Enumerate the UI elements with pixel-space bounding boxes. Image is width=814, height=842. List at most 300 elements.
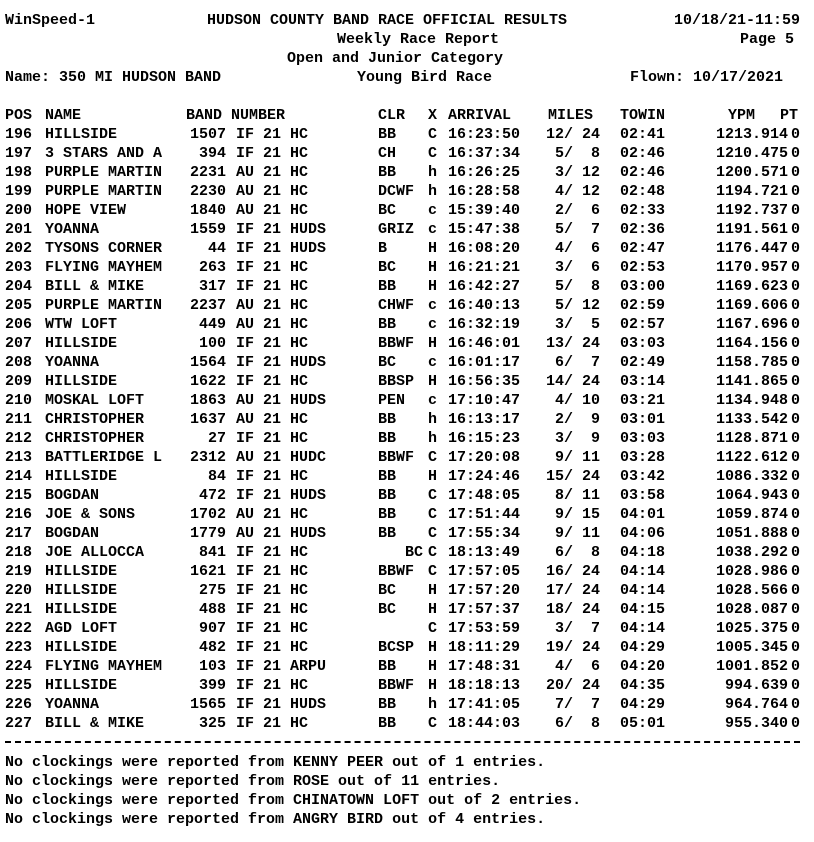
cell-pos: 218: [5, 544, 33, 561]
cell-pos: 205: [5, 297, 33, 314]
cell-x: h: [428, 183, 438, 200]
cell-miles: 19/ 24: [545, 639, 600, 656]
table-row: [0, 600, 814, 619]
cell-x: H: [428, 639, 438, 656]
cell-ypm: 955.340: [724, 715, 788, 732]
cell-x: H: [428, 677, 438, 694]
header-line-1: [0, 11, 800, 30]
cell-towin: 02:41: [620, 126, 666, 143]
cell-miles: 5/ 8: [554, 145, 600, 162]
cell-ypm: 1210.475: [715, 145, 788, 162]
page-number: Page 5: [740, 31, 795, 48]
cell-name: BILL & MIKE: [45, 715, 145, 732]
table-row: [0, 163, 814, 182]
cell-bandno: 2312: [189, 449, 226, 466]
cell-clr: BB: [378, 126, 397, 143]
cell-arrival: 18:13:49: [448, 544, 521, 561]
cell-ypm: 1051.888: [715, 525, 788, 542]
cell-miles: 5/ 12: [554, 297, 600, 314]
cell-pt: 0: [790, 240, 800, 257]
footer-note: No clockings were reported from ANGRY BIRD out of 4 entries.: [5, 811, 546, 828]
cell-pt: 0: [790, 259, 800, 276]
cell-pt: 0: [790, 620, 800, 637]
cell-clr: BBWF: [378, 677, 415, 694]
cell-clr: DCWF: [378, 183, 415, 200]
cell-name: HILLSIDE: [45, 563, 118, 580]
cell-bandno: 325: [198, 715, 226, 732]
cell-towin: 03:14: [620, 373, 666, 390]
cell-bandno: 1621: [189, 563, 226, 580]
col-towin: TOWIN: [620, 107, 666, 124]
table-row: [0, 201, 814, 220]
cell-pt: 0: [790, 696, 800, 713]
cell-bandno: 2237: [189, 297, 226, 314]
cell-ypm: 1170.957: [715, 259, 788, 276]
cell-x: H: [428, 278, 438, 295]
cell-pos: 226: [5, 696, 33, 713]
cell-towin: 04:29: [620, 639, 666, 656]
cell-towin: 04:15: [620, 601, 666, 618]
cell-towin: 04:14: [620, 620, 666, 637]
cell-towin: 03:01: [620, 411, 666, 428]
cell-bandno: 2230: [189, 183, 226, 200]
cell-bandno: 84: [207, 468, 226, 485]
table-row: [0, 543, 814, 562]
table-row: [0, 524, 814, 543]
cell-arrival: 17:24:46: [448, 468, 521, 485]
cell-band: IF 21 HC: [236, 563, 309, 580]
cell-name: JOE ALLOCCA: [45, 544, 145, 561]
cell-x: H: [428, 240, 438, 257]
cell-bandno: 317: [198, 278, 226, 295]
cell-pos: 213: [5, 449, 33, 466]
table-row: [0, 125, 814, 144]
cell-bandno: 1637: [189, 411, 226, 428]
cell-miles: 6/ 8: [554, 715, 600, 732]
col-clr: CLR: [378, 107, 406, 124]
cell-bandno: 1863: [189, 392, 226, 409]
cell-pos: 227: [5, 715, 33, 732]
cell-miles: 3/ 9: [554, 430, 600, 447]
cell-name: HILLSIDE: [45, 582, 118, 599]
cell-towin: 04:14: [620, 563, 666, 580]
cell-miles: 15/ 24: [545, 468, 600, 485]
table-row: [0, 372, 814, 391]
cell-miles: 2/ 9: [554, 411, 600, 428]
table-row: [0, 619, 814, 638]
cell-ypm: 1194.721: [715, 183, 788, 200]
cell-pos: 201: [5, 221, 33, 238]
cell-miles: 7/ 7: [554, 696, 600, 713]
cell-band: IF 21 HUDS: [236, 354, 327, 371]
cell-towin: 02:57: [620, 316, 666, 333]
cell-ypm: 1213.914: [715, 126, 788, 143]
cell-bandno: 275: [198, 582, 226, 599]
cell-x: c: [428, 392, 438, 409]
cell-arrival: 16:37:34: [448, 145, 521, 162]
cell-pt: 0: [790, 468, 800, 485]
cell-band: IF 21 HC: [236, 335, 309, 352]
cell-band: IF 21 HC: [236, 259, 309, 276]
cell-band: IF 21 HC: [236, 620, 309, 637]
cell-x: c: [428, 354, 438, 371]
cell-pt: 0: [790, 601, 800, 618]
report-type: Weekly Race Report: [337, 31, 500, 48]
cell-name: HILLSIDE: [45, 373, 118, 390]
cell-arrival: 16:46:01: [448, 335, 521, 352]
cell-clr: GRIZ: [378, 221, 415, 238]
cell-pt: 0: [790, 563, 800, 580]
cell-pos: 200: [5, 202, 33, 219]
cell-band: AU 21 HC: [236, 411, 309, 428]
cell-bandno: 488: [198, 601, 226, 618]
cell-pt: 0: [790, 544, 800, 561]
cell-pt: 0: [790, 316, 800, 333]
cell-band: IF 21 HC: [236, 601, 309, 618]
cell-ypm: 1028.566: [715, 582, 788, 599]
cell-arrival: 18:18:13: [448, 677, 521, 694]
cell-band: AU 21 HUDS: [236, 525, 327, 542]
cell-miles: 8/ 11: [554, 487, 600, 504]
table-row: [0, 144, 814, 163]
cell-pt: 0: [790, 487, 800, 504]
cell-pt: 0: [790, 430, 800, 447]
cell-bandno: 27: [207, 430, 226, 447]
cell-arrival: 17:53:59: [448, 620, 521, 637]
cell-name: AGD LOFT: [45, 620, 118, 637]
cell-towin: 02:59: [620, 297, 666, 314]
cell-x: c: [428, 202, 438, 219]
table-row: [0, 410, 814, 429]
cell-name: BATTLERIDGE L: [45, 449, 163, 466]
cell-bandno: 103: [198, 658, 226, 675]
table-row: [0, 429, 814, 448]
cell-arrival: 17:48:05: [448, 487, 521, 504]
cell-clr: BBWF: [378, 449, 415, 466]
col-miles: MILES: [548, 107, 594, 124]
cell-clr: BB: [378, 658, 397, 675]
table-row: [0, 638, 814, 657]
cell-pos: 219: [5, 563, 33, 580]
cell-x: C: [428, 145, 438, 162]
cell-name: FLYING MAYHEM: [45, 259, 163, 276]
cell-miles: 18/ 24: [545, 601, 600, 618]
table-row: [0, 258, 814, 277]
cell-towin: 03:42: [620, 468, 666, 485]
cell-towin: 02:53: [620, 259, 666, 276]
table-row: [0, 657, 814, 676]
cell-x: h: [428, 411, 438, 428]
cell-bandno: 841: [198, 544, 226, 561]
cell-band: AU 21 HUDS: [236, 392, 327, 409]
cell-pos: 217: [5, 525, 33, 542]
cell-ypm: 1176.447: [715, 240, 788, 257]
table-row: [0, 581, 814, 600]
cell-x: h: [428, 430, 438, 447]
cell-clr: BC: [378, 582, 397, 599]
cell-ypm: 1028.087: [715, 601, 788, 618]
cell-band: AU 21 HC: [236, 506, 309, 523]
cell-band: IF 21 HC: [236, 715, 309, 732]
table-row: [0, 467, 814, 486]
cell-name: YOANNA: [45, 221, 100, 238]
cell-miles: 9/ 11: [554, 449, 600, 466]
cell-ypm: 1122.612: [715, 449, 788, 466]
table-row: [0, 486, 814, 505]
cell-arrival: 16:21:21: [448, 259, 521, 276]
cell-x: C: [428, 449, 438, 466]
cell-arrival: 15:47:38: [448, 221, 521, 238]
cell-clr: BC: [378, 544, 424, 561]
col-pos: POS: [5, 107, 33, 124]
cell-name: HILLSIDE: [45, 677, 118, 694]
cell-pt: 0: [790, 354, 800, 371]
cell-clr: CHWF: [378, 297, 415, 314]
cell-pos: 199: [5, 183, 33, 200]
cell-clr: BB: [378, 487, 397, 504]
cell-ypm: 1167.696: [715, 316, 788, 333]
cell-towin: 04:14: [620, 582, 666, 599]
cell-bandno: 1622: [189, 373, 226, 390]
cell-arrival: 16:13:17: [448, 411, 521, 428]
cell-bandno: 394: [198, 145, 226, 162]
cell-miles: 3/ 6: [554, 259, 600, 276]
cell-ypm: 1005.345: [715, 639, 788, 656]
cell-arrival: 16:32:19: [448, 316, 521, 333]
header-line-2: [0, 30, 795, 49]
cell-bandno: 449: [198, 316, 226, 333]
cell-arrival: 16:23:50: [448, 126, 521, 143]
cell-x: C: [428, 525, 438, 542]
cell-bandno: 472: [198, 487, 226, 504]
cell-pt: 0: [790, 582, 800, 599]
cell-name: HOPE VIEW: [45, 202, 127, 219]
cell-band: IF 21 HC: [236, 582, 309, 599]
cell-arrival: 16:40:13: [448, 297, 521, 314]
cell-ypm: 1191.561: [715, 221, 788, 238]
cell-towin: 02:48: [620, 183, 666, 200]
cell-name: BOGDAN: [45, 487, 100, 504]
cell-arrival: 17:48:31: [448, 658, 521, 675]
cell-towin: 02:46: [620, 164, 666, 181]
cell-miles: 5/ 8: [554, 278, 600, 295]
cell-band: IF 21 ARPU: [236, 658, 327, 675]
table-row: [0, 296, 814, 315]
cell-bandno: 44: [207, 240, 226, 257]
footer-note: No clockings were reported from KENNY PEER out of 1 entries.: [5, 754, 546, 771]
cell-x: C: [428, 620, 438, 637]
cell-band: IF 21 HC: [236, 126, 309, 143]
cell-towin: 03:58: [620, 487, 666, 504]
cell-pt: 0: [790, 297, 800, 314]
print-timestamp: 10/18/21-11:59: [673, 12, 800, 29]
cell-towin: 04:20: [620, 658, 666, 675]
cell-towin: 02:36: [620, 221, 666, 238]
cell-pt: 0: [790, 658, 800, 675]
cell-ypm: 1064.943: [715, 487, 788, 504]
cell-clr: BBWF: [378, 335, 415, 352]
cell-miles: 3/ 7: [554, 620, 600, 637]
cell-ypm: 1025.375: [715, 620, 788, 637]
cell-clr: BB: [378, 278, 397, 295]
cell-miles: 5/ 7: [554, 221, 600, 238]
cell-clr: BC: [378, 202, 397, 219]
cell-ypm: 1141.865: [715, 373, 788, 390]
cell-name: PURPLE MARTIN: [45, 164, 163, 181]
col-name: NAME: [45, 107, 82, 124]
cell-miles: 3/ 5: [554, 316, 600, 333]
cell-arrival: 17:57:37: [448, 601, 521, 618]
cell-miles: 4/ 6: [554, 240, 600, 257]
cell-x: c: [428, 297, 438, 314]
cell-towin: 03:00: [620, 278, 666, 295]
cell-band: IF 21 HC: [236, 639, 309, 656]
cell-band: AU 21 HC: [236, 164, 309, 181]
cell-towin: 02:46: [620, 145, 666, 162]
table-row: [0, 562, 814, 581]
cell-ypm: 994.639: [724, 677, 788, 694]
cell-pt: 0: [790, 126, 800, 143]
cell-arrival: 16:26:25: [448, 164, 521, 181]
footer-note: No clockings were reported from ROSE out of 11 entries.: [5, 773, 501, 790]
cell-bandno: 399: [198, 677, 226, 694]
category: Open and Junior Category: [287, 50, 504, 67]
cell-miles: 16/ 24: [545, 563, 600, 580]
cell-towin: 05:01: [620, 715, 666, 732]
cell-miles: 6/ 7: [554, 354, 600, 371]
cell-pos: 223: [5, 639, 33, 656]
cell-pos: 208: [5, 354, 33, 371]
cell-clr: BBSP: [378, 373, 415, 390]
cell-name: HILLSIDE: [45, 126, 118, 143]
cell-pos: 225: [5, 677, 33, 694]
cell-band: AU 21 HC: [236, 297, 309, 314]
cell-towin: 03:03: [620, 335, 666, 352]
cell-ypm: 964.764: [724, 696, 788, 713]
cell-x: C: [428, 563, 438, 580]
footer-note: No clockings were reported from CHINATOWN LOFT out of 2 entries.: [5, 792, 582, 809]
cell-clr: BB: [378, 164, 397, 181]
cell-clr: BB: [378, 411, 397, 428]
cell-ypm: 1169.606: [715, 297, 788, 314]
cell-bandno: 1840: [189, 202, 226, 219]
cell-pt: 0: [790, 202, 800, 219]
cell-clr: CH: [378, 145, 397, 162]
cell-pos: 212: [5, 430, 33, 447]
cell-x: H: [428, 335, 438, 352]
cell-arrival: 17:57:20: [448, 582, 521, 599]
cell-miles: 17/ 24: [545, 582, 600, 599]
cell-miles: 4/ 10: [554, 392, 600, 409]
cell-arrival: 17:55:34: [448, 525, 521, 542]
cell-miles: 9/ 15: [554, 506, 600, 523]
col-band: BAND NUMBER: [186, 107, 286, 124]
cell-arrival: 16:01:17: [448, 354, 521, 371]
table-row: [0, 695, 814, 714]
cell-pos: 222: [5, 620, 33, 637]
cell-band: IF 21 HC: [236, 544, 309, 561]
cell-name: TYSONS CORNER: [45, 240, 163, 257]
cell-miles: 3/ 12: [554, 164, 600, 181]
cell-bandno: 2231: [189, 164, 226, 181]
table-row: [0, 182, 814, 201]
cell-pt: 0: [790, 392, 800, 409]
cell-pt: 0: [790, 506, 800, 523]
table-row: [0, 315, 814, 334]
cell-pos: 211: [5, 411, 33, 428]
cell-arrival: 17:10:47: [448, 392, 521, 409]
cell-pt: 0: [790, 221, 800, 238]
cell-pt: 0: [790, 164, 800, 181]
cell-x: H: [428, 658, 438, 675]
cell-band: IF 21 HUDS: [236, 240, 327, 257]
column-headers: [0, 106, 799, 125]
cell-pt: 0: [790, 373, 800, 390]
report-title: HUDSON COUNTY BAND RACE OFFICIAL RESULTS: [207, 12, 568, 29]
cell-pos: 214: [5, 468, 33, 485]
cell-ypm: 1086.332: [715, 468, 788, 485]
cell-pt: 0: [790, 145, 800, 162]
cell-arrival: 17:20:08: [448, 449, 521, 466]
cell-clr: BB: [378, 430, 397, 447]
cell-band: IF 21 HC: [236, 430, 309, 447]
table-row: [0, 676, 814, 695]
cell-pt: 0: [790, 525, 800, 542]
cell-pos: 197: [5, 145, 33, 162]
cell-band: IF 21 HUDS: [236, 487, 327, 504]
cell-band: AU 21 HC: [236, 316, 309, 333]
cell-name: FLYING MAYHEM: [45, 658, 163, 675]
table-row: [0, 353, 814, 372]
cell-x: H: [428, 259, 438, 276]
cell-band: IF 21 HUDS: [236, 221, 327, 238]
cell-towin: 03:28: [620, 449, 666, 466]
cell-miles: 4/ 12: [554, 183, 600, 200]
dashed-divider: [5, 741, 800, 743]
cell-clr: BB: [378, 506, 397, 523]
cell-ypm: 1192.737: [715, 202, 788, 219]
cell-towin: 03:03: [620, 430, 666, 447]
cell-bandno: 100: [198, 335, 226, 352]
table-row: [0, 220, 814, 239]
header-line-4: [0, 68, 784, 87]
header-line-3: [0, 49, 504, 68]
cell-clr: BBWF: [378, 563, 415, 580]
cell-x: h: [428, 696, 438, 713]
cell-name: HILLSIDE: [45, 601, 118, 618]
cell-name: PURPLE MARTIN: [45, 183, 163, 200]
cell-clr: BC: [378, 601, 397, 618]
cell-bandno: 1507: [189, 126, 226, 143]
table-row: [0, 277, 814, 296]
cell-ypm: 1200.571: [715, 164, 788, 181]
cell-bandno: 482: [198, 639, 226, 656]
col-arrival: ARRIVAL: [448, 107, 512, 124]
cell-pt: 0: [790, 677, 800, 694]
cell-arrival: 16:42:27: [448, 278, 521, 295]
cell-clr: BCSP: [378, 639, 415, 656]
race-name: Name: 350 MI HUDSON BAND: [5, 69, 222, 86]
program-name: WinSpeed-1: [5, 12, 96, 29]
cell-band: IF 21 HC: [236, 468, 309, 485]
cell-x: C: [428, 487, 438, 504]
cell-towin: 04:29: [620, 696, 666, 713]
cell-pos: 202: [5, 240, 33, 257]
cell-pt: 0: [790, 335, 800, 352]
table-row: [0, 334, 814, 353]
cell-arrival: 17:41:05: [448, 696, 521, 713]
cell-arrival: 16:28:58: [448, 183, 521, 200]
